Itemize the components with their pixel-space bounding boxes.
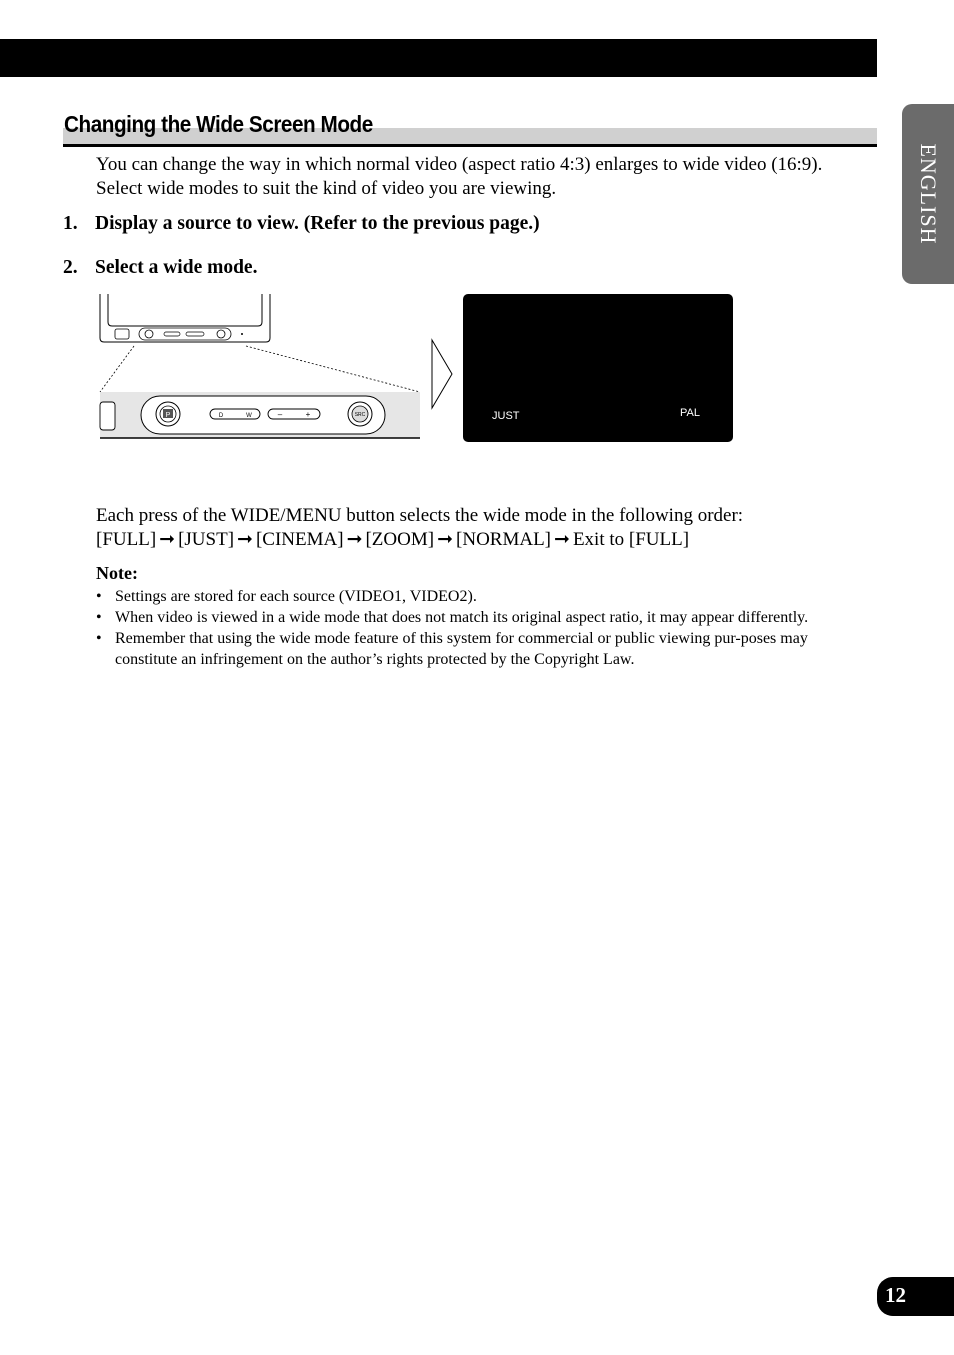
page-number: 12: [885, 1283, 906, 1307]
w-button-label: W: [246, 413, 252, 419]
pointer-arrow-icon: [432, 340, 452, 408]
device-illustration: [98, 292, 458, 442]
page-number-tab: [877, 1277, 954, 1316]
step-1: [63, 213, 540, 235]
d-button-label: D: [218, 413, 224, 419]
mode-just: [JUST]: [178, 529, 235, 550]
mode-cinema: [CINEMA]: [255, 529, 344, 550]
order-intro: Each press of the WIDE/MENU button selects the wide mode in the following order:: [96, 505, 744, 526]
language-tab: [902, 104, 954, 284]
arrow-icon: ➞: [437, 529, 454, 550]
notes-list: [96, 586, 836, 670]
step-2: [63, 257, 257, 279]
language-tab-label: ENGLISH: [916, 143, 941, 245]
note-title: Note:: [96, 563, 138, 583]
src-button-label: SRC: [354, 412, 366, 418]
arrow-icon: ➞: [237, 529, 253, 550]
step-1-text: Display a source to view. (Refer to the previous page.): [95, 213, 540, 234]
mode-normal: [NORMAL]: [456, 529, 552, 550]
wide-mode-screen: [463, 294, 733, 442]
enlarged-control-panel: [100, 392, 420, 438]
step-2-text: Select a wide mode.: [95, 257, 258, 278]
mode-exit: Exit to [FULL]: [572, 529, 690, 550]
header-bar: [0, 39, 877, 77]
step-2-number: 2.: [63, 257, 78, 278]
note-item: • When video is viewed in a wide mode that does not match its original aspect ratio, it may appear differently.: [96, 607, 836, 628]
arrow-icon: ➞: [159, 529, 176, 550]
monitor-small: [100, 294, 270, 342]
screen-mode-label: JUST: [492, 410, 520, 422]
note-item: • Settings are stored for each source (VIDEO1, VIDEO2).: [96, 586, 836, 607]
p-button-label: P: [165, 412, 171, 419]
plus-button-label: +: [305, 410, 311, 419]
arrow-icon: ➞: [554, 529, 570, 550]
arrow-icon: ➞: [346, 529, 363, 550]
mode-full: [FULL]: [96, 529, 157, 550]
order-paragraph: [96, 504, 836, 552]
heading-underline: [63, 144, 877, 147]
step-1-number: 1.: [63, 213, 78, 234]
screen-system-label: PAL: [680, 407, 700, 419]
section-heading: Changing the Wide Screen Mode: [64, 111, 373, 137]
intro-paragraph: You can change the way in which normal video (aspect ratio 4:3) enlarges to wide video (16:9). Select wide modes to suit the kind of video you are viewing.: [96, 154, 823, 199]
minus-button-label: –: [277, 410, 283, 419]
mode-zoom: [ZOOM]: [365, 529, 435, 550]
note-item: • Remember that using the wide mode feature of this system for commercial or public viewing pur-poses may constitute an infringement on the author’s rights protected by the Copyright Law.: [96, 628, 836, 670]
